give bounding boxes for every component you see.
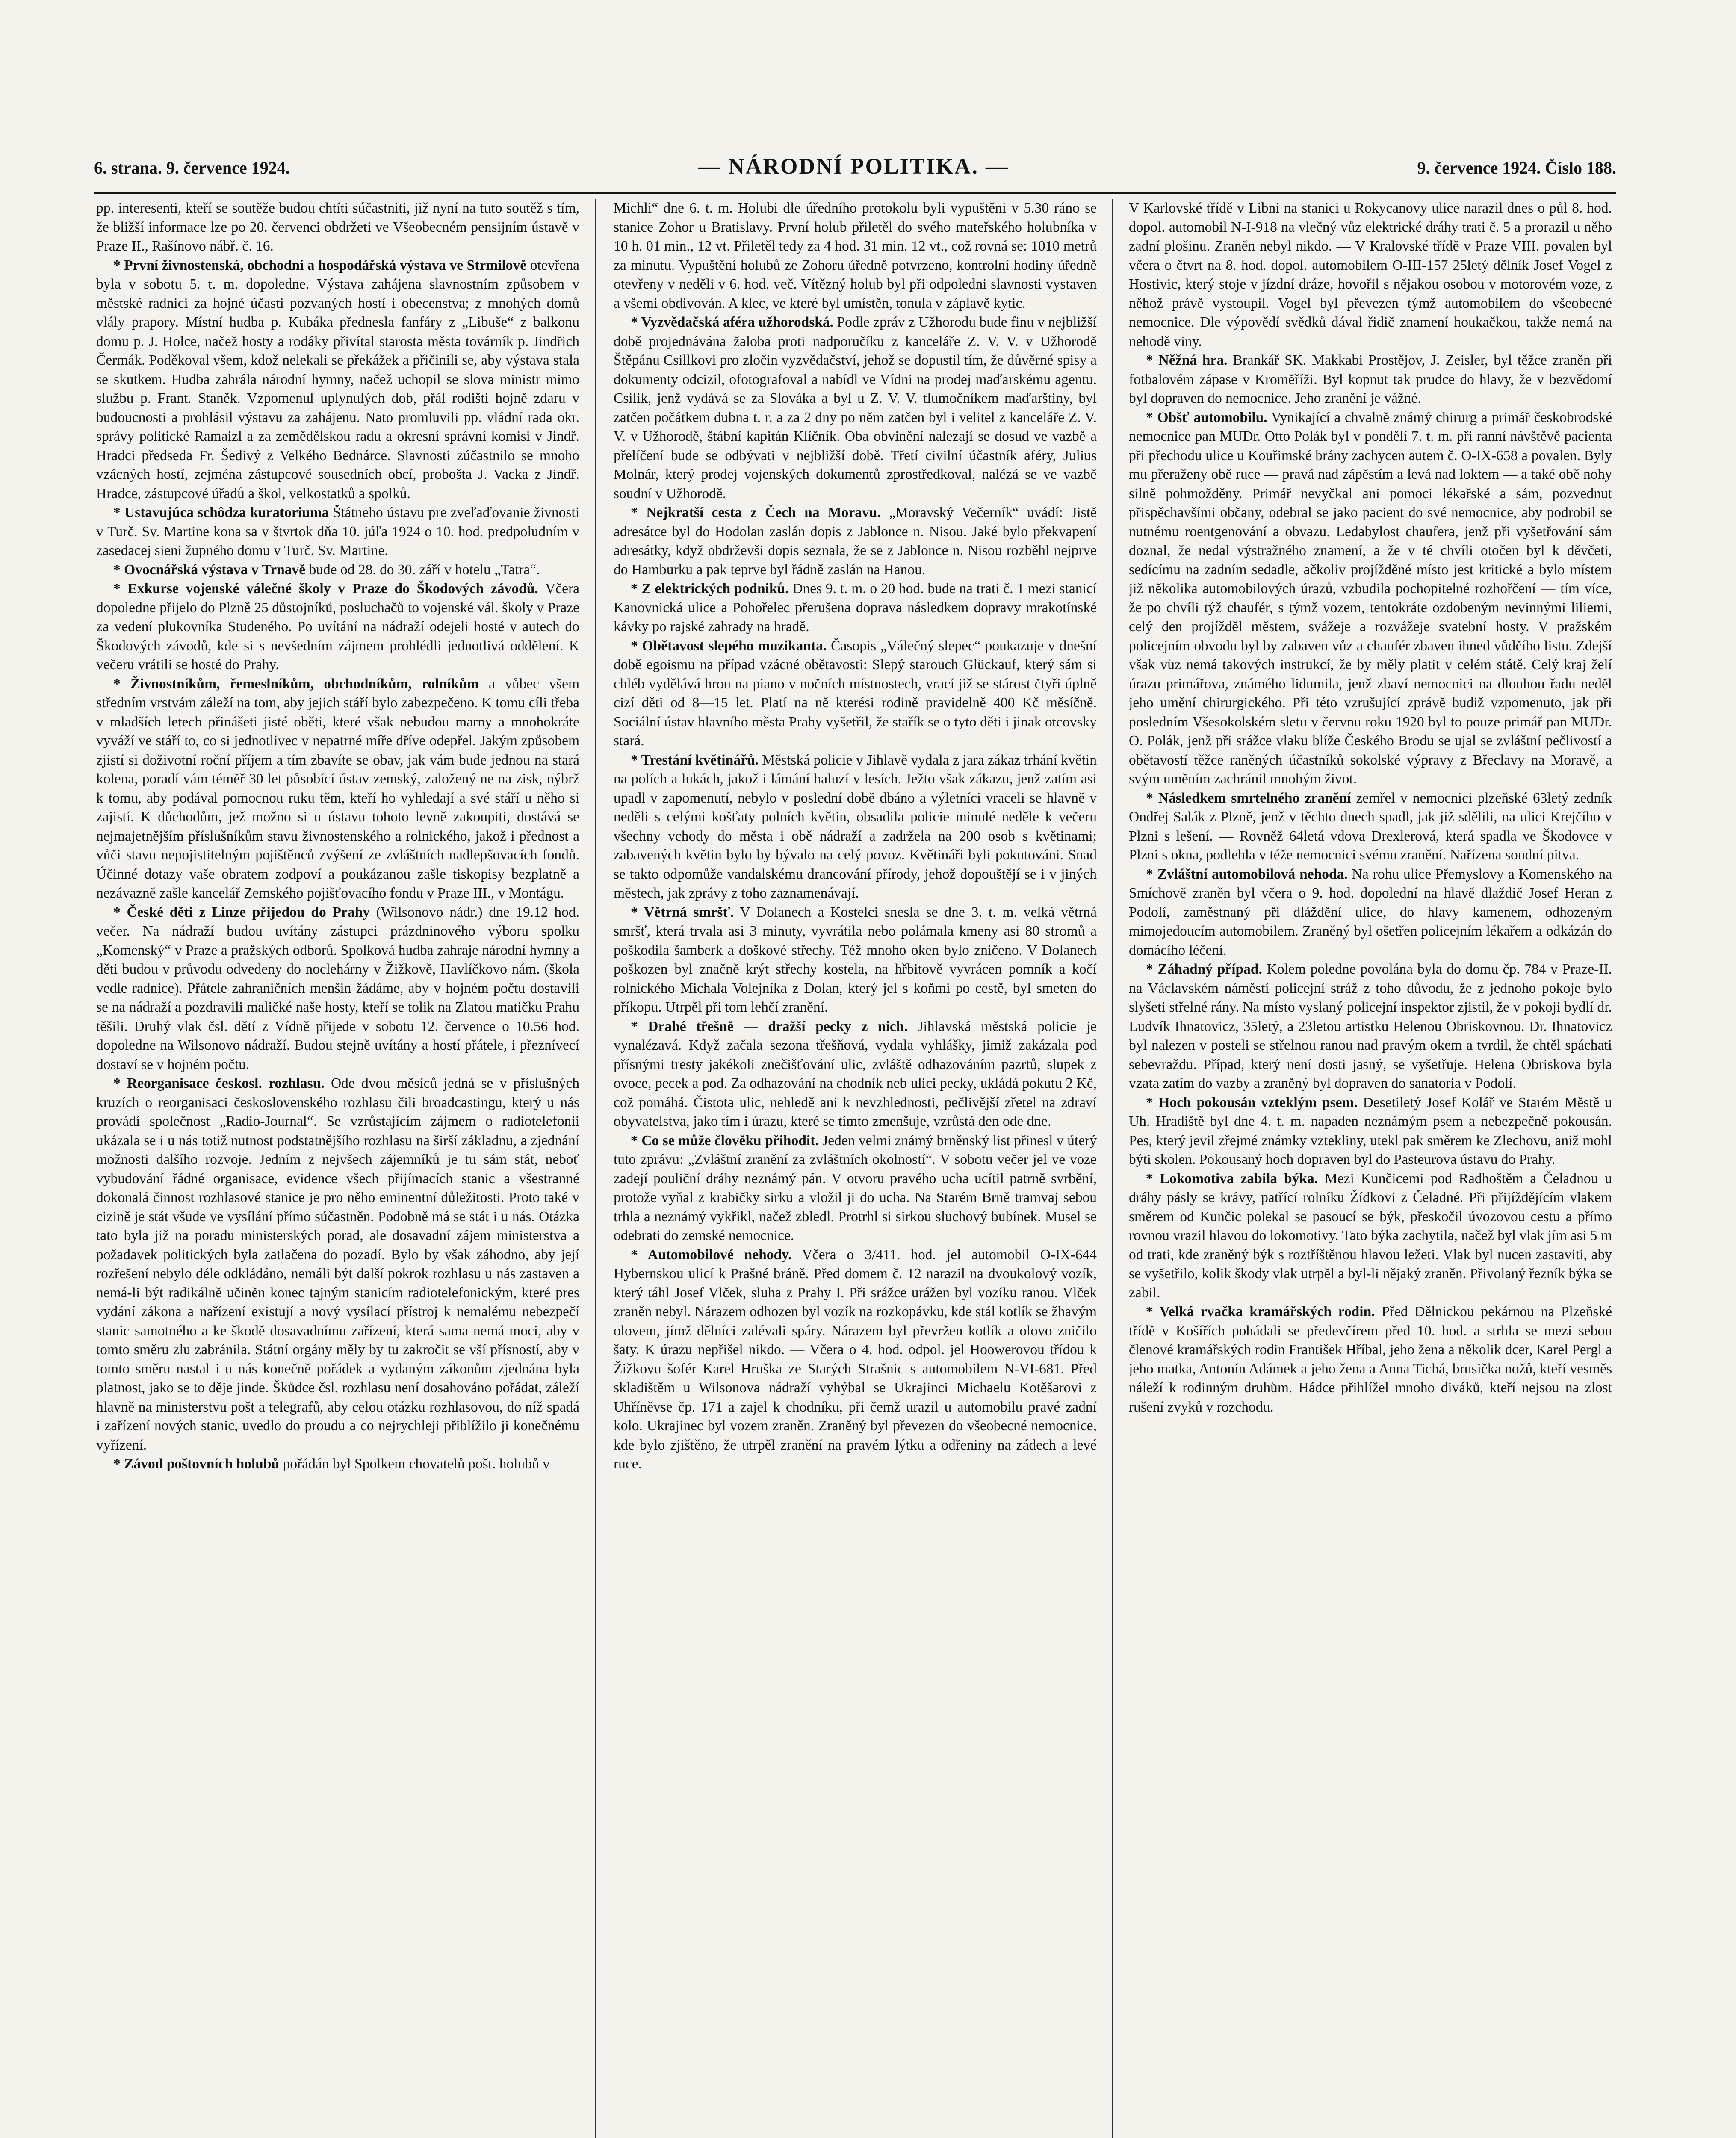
article-text: „Moravský Večerník“ uvádí: Jistě adresátce byl do Hodolan zaslán dopis z Jablonce n. Nisou. Jaké bylo překvapení adresátky, když obdrževši dopis seznala, že se z Jablonce n. Nisou rozběhl nejprve do Hamburku a pak teprve byl řádně zaslán na Hanou. [614, 505, 1097, 578]
article-text: Jeden velmi známý brněnský list přinesl v úterý tuto zprávu: „Zvláštní zranění za zvláštních okolností“. V sobotu večer jel ve voze zadejí pouliční dráhy neznámý pán. V otvoru pravého ucha ucítil patrně svrbění, protože vyňal z krabičky sirku a vložil ji do ucha. Na Starém Brně tramvaj sebou trhla a neznámý vykřikl, načež zbledl. Protrhl si sirkou sluchový bubínek. Musel se odebrati do zemské nemocnice. [614, 1132, 1097, 1243]
article-paragraph [614, 199, 1097, 313]
header-right: 9. července 1924. Číslo 188. [1417, 158, 1616, 177]
article-paragraph [614, 1131, 1097, 1246]
article-text: Před Dělnickou pekárnou na Plzeňské třídě v Košířích pohádali se předevčírem před 10. hod. a strhla se mezi sebou členové kramářských rodin František Hříbal, jeho žena a několik dcer, Karel Pergl a jeho matka, Antonín Adámek a jeho žena a Anna Tichá, brusička nožů, kteří vesměs náleží k rodinným druhům. Hádce přihlížel mnoho diváků, kteří nejsou na zlost rušení zvyků v rozchodu. [1129, 1304, 1612, 1415]
article-paragraph [1129, 960, 1612, 1093]
article-heading: * Nejkratší cesta z Čech na Moravu. [631, 505, 881, 520]
article-paragraph [96, 675, 579, 903]
article-heading: * Závod poštovních holubů [113, 1456, 280, 1472]
article-heading: * Reorganisace českosl. rozhlasu. [113, 1075, 325, 1091]
article-text: Dnes 9. t. m. o 20 hod. bude na trati č. 1 mezi stanicí Kanovnická ulice a Pohořelec přerušena doprava následkem dopravy mrakotínské kávky po rajské zahrady na hradě. [614, 581, 1097, 635]
article-heading: * Ustavujúca schôdza kuratoriuma [113, 505, 329, 520]
article-text: V Karlovské třídě v Libni na stanici u Rokycanovy ulice narazil dnes o půl 8. hod. dopol. automobil N-I-918 na vlečný vůz elektrické dráhy trati č. 5 a prorazil u něho zadní plošinu. Zraněn nebyl nikdo. — V Kralovské třídě v Praze VIII. povalen byl včera o čtvrt na 8. hod. dopol. automobilem O-III-157 25letý dělník Josef Vogel z Hostivic, který stoje v jízdní dráze, hovořil s nějakou osobou v motorovém voze, z něhož právě vystoupil. Vogel byl převezen týmž automobilem do všeobecné nemocnice. Dle výpovědí svědků dával řidič znamení houkačkou, takže nemá na nehodě viny. [1129, 200, 1612, 349]
article-paragraph [614, 1017, 1097, 1131]
article-paragraph [96, 503, 579, 561]
article-text: a vůbec všem středním vrstvám záleží na tom, aby jejich stáří bylo zabezpečeno. K tomu cíli třeba v mladších letech přinášeti jisté oběti, které však nebudou marny a mnohokráte vyváží ve stáří to, co si jednotlivec v nepatrné míře dříve odepřel. Jakým způsobem zjistí si doživotní roční příjem a tím zbavíte se obav, jak vám bude jednou na stará kolena, poradí vám téměř 30 let působící ústav zemský, založený ne na zisk, nýbrž k tomu, aby podával pomocnou ruku těm, kteří ho vyhledají a své stáří u něho si zajistí. K důchodům, jež možno si u ústavu tohoto levně zakoupiti, dostává se nejmajetnějším příslušníkům stavu živnostenského a rolnického, jakož i přednost a vůči stavu nepojistitelným pojištěnců zvýšení ze zvláštních nadlepšovacích fondů. Účinné dotazy vaše obratem zodpoví a poukázanou zašle tiskopisy bezplatně a nezávazně zašle kancelář Zemského pojišťovacího fondu v Praze III., v Montágu. [96, 676, 579, 901]
article-heading: * Obětavost slepého muzikanta. [631, 638, 827, 654]
article-text: pořádán byl Spolkem chovatelů pošt. holubů v [283, 1456, 550, 1472]
article-heading: * Záhadný případ. [1146, 961, 1262, 977]
article-heading: * Exkurse vojenské válečné školy v Praze do Škodových závodů. [113, 581, 538, 597]
article-paragraph [96, 1074, 579, 1455]
article-heading: * Hoch pokousán vzteklým psem. [1146, 1094, 1358, 1110]
article-text: Ode dvou měsíců jedná se v příslušných kruzích o reorganisaci československého rozhlasu čili broadcastingu, který u nás provádí společnost „Radio-Journal“. Se vzrůstajícím zájmem o radiotelefonii ukázala se i u nás totiž nutnost podstatnějšího rozhlasu na širší základnu, a zjednání možnosti dalšího rozvoje. Jedním z nejvšech zájemníků je tu sám stát, neboť vybudování řádné organisace, evidence všech přijímacích stanic a všestranné dokonalá činnost rozhlasové stanice je pro něho eminentní důležitosti. Proto také v cizině je stát všude ve vysílání přímo súčastněn. Podobně má se stát i u nás. Otázka tato byla již na poradu ministerských porad, ale dosavadní zájem ministerstva a požadavek politických byla zatlačena do pozadí. Bylo by však záhodno, aby její rozřešení nebylo déle odkládáno, nemáli být další pokrok rozhlasu u nás zastaven a nemá-li být radikálně učiněn konec tajným stanicím radiotelefonickým, které pres vydání zákona a nařízení existují a nový vysílací přístroj k nemalému nebezpečí stanic samotného a ke škodě dosavadnímu zařízení, která sama nemá moci, aby v tomto směru zlu zabránila. Státní orgány měly by tu zakročit se vší přísností, aby v tomto směru nastal i u nás konečně pořádek a vydaným zákonům zjednána byla platnost, jako se to děje jinde. Škůdce čsl. rozhlasu není dosahováno pořádat, záleží hlavně na ministerstvu pošt a telegrafů, aby celou otázku rozhlasovou, do níž spadá i zařízení nových stanic, uvedlo do proudu a co nejrychleji přiblížilo ji konečnému vyřízení. [96, 1075, 579, 1453]
article-paragraph [614, 1246, 1097, 1474]
article-paragraph [96, 579, 579, 675]
article-paragraph [1129, 789, 1612, 865]
article-text: pp. interesenti, kteří se soutěže budou chtíti súčastniti, již nyní na tuto soutěž s tím, že bližší informace lze po 20. červenci obdržeti ve Všeobecném pensijním ústavě v Praze II., Rašínovo nábř. č. 16. [96, 200, 579, 254]
masthead: — NÁRODNÍ POLITIKA. — [698, 154, 1009, 179]
article-heading: * První živnostenská, obchodní a hospodářská výstava ve Strmilově [113, 257, 527, 273]
article-text: Na rohu ulice Přemyslovy a Komenského na Smíchově zraněn byl včera o 9. hod. dopolední na hlavě dlaždič Josef Heran z Podolí, zaměstnaný při dláždění ulice, do hlavy kamenem, odhozeným mimojedoucím automobilem. Zraněný byl ošetřen policejním lékařem a odkázán do domácího léčení. [1129, 866, 1612, 958]
article-heading: * Něžná hra. [1146, 352, 1228, 368]
header-left: 6. strana. 9. července 1924. [94, 158, 290, 177]
article-paragraph [614, 579, 1097, 637]
article-paragraph [1129, 1093, 1612, 1169]
article-paragraph [96, 256, 579, 504]
article-paragraph [1129, 1169, 1612, 1303]
article-heading: * Velká rvačka kramářských rodin. [1146, 1304, 1375, 1320]
article-text: Městská policie v Jihlavě vydala z jara zákaz trhání květin na polích a lukách, jakož i lámání haluzí v lesích. Ježto však zákazu, jenž zatím asi upadl v zapomenutí, nebylo v poslední době dbáno a výletníci vraceli se hlavně v neděli s celými košťaty polních květin, obsadila policie minulé neděle k večeru všechny vchody do města i obě nádraží a zadržela na 200 osob s květinami; zabavených květin bylo by bývalo na celý povoz. Květináři byli pokutováni. Snad se takto odpomůže vandalskému drancování přírody, jehož dopouštějí se i v jiných městech, jak zprávy z toho zaznamenávají. [614, 752, 1097, 901]
column-3 [1129, 199, 1612, 2138]
column-divider [595, 199, 596, 2138]
article-paragraph [1129, 865, 1612, 960]
article-heading: * Vyzvědačská aféra užhorodská. [631, 314, 834, 330]
article-text: Včera o 3/411. hod. jel automobil O-IX-644 Hybernskou ulicí k Prašné bráně. Před domem č. 12 narazil na dvoukolový vozík, který táhl Josef Vlček, sluha z Prahy I. Při srážce urážen byl vozíku ranou. Vlček zraněn nebyl. Nárazem odhozen byl vozík na rozkopávku, kde stál kotlík se žhavým olovem, jímž dělníci zalévali spáry. Nárazem byl převržen kotlík a olovo zničilo šaty. K úrazu nepřišel nikdo. — Včera o 4. hod. odpol. jel Hoowerovou třídou k Žižkovu šofér Karel Hruška ze Starých Strašnic s automobilem N-VI-681. Před skladištěm u Wilsonova nádraží vyhýbal se Ukrajinci Michaelu Kotěšarovi z Uhříněvse čp. 171 a zajel k chodníku, při čemž urazil u automobilu pravé zadní kolo. Ukrajinec byl vozem zraněn. Zraněný byl převezen do všeobecné nemocnice, kde bylo zjištěno, že utrpěl zranění na pravém lýtku a odřeniny na zádech a levé ruce. — [614, 1246, 1097, 1472]
article-heading: * Zvláštní automobilová nehoda. [1146, 866, 1348, 882]
article-paragraph [614, 903, 1097, 1017]
article-heading: * Lokomotiva zabila býka. [1146, 1170, 1318, 1187]
column-divider [1112, 199, 1113, 2138]
article-text: V Dolanech a Kostelci snesla se dne 3. t. m. velká větrná smršť, která trvala asi 3 minuty, vyvrátila nebo polámala kmeny asi 80 stromů a poškodila šamberk a doškové střechy. Též mnoho oken bylo zničeno. V Dolanech poškozen byl značně krýt střechy kostela, na hřbitově vyvrácen pomník a kočí rolnického Michala Volejníka z Dolan, který jel s koňmi po cestě, byl smeten do příkopu. Utrpěl při tom lehčí zranění. [614, 904, 1097, 1015]
article-heading: * Větrná smršť. [631, 904, 734, 920]
article-paragraph [1129, 351, 1612, 408]
article-heading: * Z elektrických podniků. [631, 581, 789, 597]
article-text: bude od 28. do 30. září v hotelu „Tatra“. [309, 561, 540, 578]
article-paragraph [96, 1455, 579, 1474]
article-paragraph [614, 313, 1097, 503]
article-paragraph [614, 503, 1097, 579]
article-text: Brankář SK. Makkabi Prostějov, J. Zeisler, byl těžce zraněn při fotbalovém zápase v Kroměříži. Byl kopnut tak prudce do hlavy, že v bezvědomí byl dopraven do nemocnice. Jeho zranění je vážné. [1129, 352, 1612, 406]
article-text: Michli“ dne 6. t. m. Holubi dle úředního protokolu byli vypuštěni v 5.30 ráno se stanice Zohor u Bratislavy. První holub přiletěl do svého mateřského holubníka v 10 h. 01 min., 12 vt. Přiletěl tedy za 4 hod. 31 min. 12 vt., což rovná se: 1010 metrů za minutu. Vypuštění holubů ze Zohoru úředně potvrzeno, kontrolní hodiny úředně otevřeny v neděli v 6. hod. več. Vítězný holub byl při odpoledni slavnosti vystaven a všemi obdivován. A klec, ve které byl umístěn, tonula v záplavě kytic. [614, 200, 1097, 311]
article-heading: * Následkem smrtelného zranění [1146, 790, 1351, 806]
article-paragraph [96, 903, 579, 1075]
article-heading: * České děti z Linze přijedou do Prahy [113, 904, 370, 920]
article-text: Mezi Kunčicemi pod Radhoštěm a Čeladnou u dráhy pásly se krávy, patřící rolníku Žídkovi z Čeladné. Při přijíždějícím vlakem směrem od Kunčic polekal se pasoucí se býk, přeskočil úvozovou cestu a přímo rovnou vrazil hlavou do lokomotivy. Tato býka zachytila, načež byl vlak jím asi 5 m od trati, kde zraněný býk s roztříštěnou hlavou ležeti. Vlak byl nucen zastaviti, aby se vyšetřilo, kolik škody vlak utrpěl a byl-li nějaký zraněn. Přivolaný řezník býka se zabil. [1129, 1170, 1612, 1301]
article-paragraph [1129, 1302, 1612, 1417]
article-text: otevřena byla v sobotu 5. t. m. dopoledne. Výstava zahájena slavnostním způsobem v městské radnici za hojné účasti pozvaných hostí i obecenstva; z mnohých domů vlály prapory. Místní hudba p. Kubáka přednesla fanfáry z „Libuše“ z balkonu domu p. J. Holce, načež hosty a rodáky přivítal starosta města továrník p. Jindřich Čermák. Poděkoval všem, kdož nelekali se překážek a přičinili se, aby výstava stala se skutkem. Hudba zahrála národní hymny, načež uchopil se slova ministr mimo službu p. Frant. Staněk. Vzpomenul uplynulých dob, přál rodišti hojně zdaru v budoucnosti a prohlásil výstavu za zahájenu. Nato promluvili pp. vládní rada okr. správy politické Ramaizl a za zemědělskou radu a okresní správní komisi v Jindř. Hradci předseda Fr. Šedivý z Velkého Bednárce. Slavnosti zúčastnilo se mnoho vzácných hostí, zejména zástupcové sousedních obcí, proboštа J. Vacka z Jindř. Hradce, zástupcové úřadů a škol, velkostatků a spolků. [96, 257, 579, 502]
article-heading: * Živnostníkům, řemeslníkům, obchodníkům, rolníkům [113, 676, 479, 692]
header-rule [94, 192, 1616, 194]
article-text: Desetiletý Josef Kolář ve Starém Městě u Uh. Hradiště byl dne 4. t. m. napaden neznámým psem a nebezpečně pokousán. Pes, který jevil zřejmé známky vztekliny, utekl pak směrem ke Zlechovu, aniž mohl býti skolen. Pokousaný hoch dopraven byl do Pasteurova ústavu do Prahy. [1129, 1094, 1612, 1167]
article-paragraph [614, 637, 1097, 751]
article-paragraph [1129, 408, 1612, 789]
article-heading: * Co se může člověku přihodit. [631, 1132, 819, 1149]
article-text: Včera dopoledne přijelo do Plzně 25 důstojníků, posluchačů to vojenské vál. školy v Praze za vedení plukovníka Studeného. Po uvítání na nádraží odejeli hosté v autech do Škodových závodů, kde si s nevšedním zájmem prohlédli jednotlivá oddělení. K večeru vrátili se hosté do Prahy. [96, 581, 579, 673]
article-heading: * Trestání květinářů. [631, 752, 759, 768]
column-2 [614, 199, 1097, 2138]
article-heading: * Drahé třešně — dražší pecky z nich. [631, 1018, 908, 1034]
article-text: Vynikající a chvalně známý chirurg a primář českobrodské nemocnice pan MUDr. Otto Polák byl v pondělí 7. t. m. při ranní návštěvě pacienta při přechodu ulice u Kouřimské brány zachycen autem č. O-IX-658 a povalen. Byly mu přeraženy obě ruce — pravá nad zápěstím a levá nad loktem — a také obě nohy silně pohmožděny. Primář nevyčkal ani pomoci lékařské a sám, pozvednut přispěchavšími občany, odebral se jako pacient do své nemocnice, aby podrobil se nutnému roentgenování a obvazu. Ledabylost chaufera, jenž při vyšetřování sám doznal, že nedal výstražného znamení, a že v té chvíli otočen byl k děvčeti, sedícímu na zadním sedadle, ačkoliv projížděné místo jest kritické a bylo místem již několika automobilových úrazů, vzbudila pochopitelné rozhořčení — tím více, že po chvíli týž chaufér, s týmž vozem, tentokráte ozdobeným nevinnými liliemi, celý den projížděl městem, svážeje a rozvážeje svatební hosty. V pražském policejním obvodu byl by zabaven vůz a chaufér zbaven ihned vůdčího listu. Zdejší však vůz nemá takových instrukcí, že by měly platit v celém státě. Celý kraj želí úrazu primářova, známého lidumila, jenž zbaví nemocnici na dlouhou řadu neděl jeho umění chirurgického. Při této vzrušující zprávě budiž vzpomenuto, jak při posledním Všesokolském sletu v červnu roku 1920 byl to pouze primář pan MUDr. O. Polák, jenž při srážce vlaku blíže Českého Brodu se ujal se zvláštní pečlivostí a obětavostí těžce raněných účastníků sokolské výpravy z Břeclavy na Moravě, a svým uměním zachránil mnohým život. [1129, 409, 1612, 787]
article-text: Podle zpráv z Užhorodu bude finu v nejbližší době projednávána žaloba proti nadporučíku z kanceláře Z. V. V. v Užhorodě Štěpánu Csillkovi pro zločin vyzvědačství, jehož se dopustil tím, že důvěrné spisy a dokumenty odcizil, ofotografoval a nabídl ve Vídni na prodej maďarskému agentu. Csilik, jenž vydává se za Slováka a byl u Z. V. V. tlumočníkem maďarštiny, byl zatčen počátkem dubna t. r. a za 2 dny po něm zatčen byl i velitel z kanceláře Z. V. V. v Užhorodě, štábní kapitán Klíčník. Oba obvinění nalezají se dosud ve vazbě a přelíčení bude se odbývati v nejbližší době. Třetí civilní účastník aféry, Julius Molnár, který prodej vojenských dokumentů zprostředkoval, nalézá se ve vazbě soudní v Užhorodě. [614, 314, 1097, 502]
article-text: Jihlavská městská policie je vynalézavá. Když začala sezona třešňová, vydala vyhlášky, jimiž zakázala pod přísnými tresty jakékoli znečišťování ulic, zvláště odhazováním pazrtů, slupek z ovoce, pecek a pod. Za odhazování na chodník neb ulici pecky, ukládá pokutu 2 Kč, což pomáhá. Čistota ulic, nehledě ani k nevzhlednosti, pečlivější zřetel na zdraví obyvatelstva, jako tím i úrazu, které se tímto zmenšuje, vzrůstá den ode dne. [614, 1018, 1097, 1129]
article-paragraph [96, 199, 579, 256]
article-text: Štátneho ústavu pre zveľaďovanie živnosti v Turč. Sv. Martine kona sa v štvrtok dňa 10. júľa 1924 o 10. hod. predpoludním v zasedacej sieni župného domu v Turč. Sv. Martine. [96, 505, 579, 558]
article-heading: * Obšť automobilu. [1146, 409, 1267, 425]
article-heading: * Ovocnářská výstava v Trnavě [113, 561, 306, 578]
column-1 [96, 199, 579, 2138]
article-paragraph [614, 751, 1097, 903]
article-heading: * Automobilové nehody. [631, 1246, 792, 1263]
article-paragraph [96, 561, 579, 580]
article-text: zemřel v nemocnici plzeňské 63letý zedník Ondřej Salák z Plzně, jenž v těchto dnech spadl, jak již sdělili, na ulici Krejčího v Plzni s lešení. — Rovněž 64letá vdova Drexlerová, která spadla ve Škodovce v Plzni s okna, podlehla v téže nemocnici svému zranění. Nařízena soudní pitva. [1129, 790, 1612, 863]
page-header [94, 154, 1616, 188]
article-paragraph [1129, 199, 1612, 351]
article-text: Kolem poledne povolána byla do domu čp. 784 v Praze-II. na Václavském náměstí policejní stráž z toho důvodu, že z jednoho pokoje bylo slyšeti střelné rány. Na místo vyslaný policejní inspektor zjistil, že v pokoji bydlí dr. Ludvík Ihnatovicz, 35letý, a 23letou artistku Helenou Obriskovnou. Dr. Ihnatovicz byl nalezen v posteli se střelnou ranou nad pravým okem a tvrdil, že chtěl spáchati sebevraždu. Případ, který není dosti jasný, se vyšetřuje. Helena Obriskova byla vzata zatím do vazby a zraněný byl dopraven do sanatoria v Podolí. [1129, 961, 1612, 1091]
article-text: Časopis „Válečný slepec“ poukazuje v dnešní době egoismu na případ vzácné obětavosti: Slepý starouch Glückauf, který sám si chléb vydělává hrou na piano v nočních místnostech, vrací již se stárost čtyři úplně cizí děti od 8—15 let. Platí na ně kterési rodině pravidelně 400 Kč měsíčně. Sociální ústav hlavního města Prahy vyšetřil, že stařík se o tyto děti i jinak otcovsky stará. [614, 638, 1097, 749]
article-text: (Wilsonovo nádr.) dne 19.12 hod. večer. Na nádraží budou uvítány zástupci prázdninového výboru spolku „Komenský“ v Praze a pražských odborů. Spolková hudba zahraje národní hymny a děti budou v průvodu odvedeny do noclehárny v Žižkově, Havlíčkovo nám. (škola vedle radnice). Přátele zahraničních menšin žádáme, aby v hojném počtu dostavili se na nádraží a pozdravili maličké naše hosty, kteří se tolik na Zlatou matičku Prahu těšili. Druhý vlak čsl. dětí z Vídně přijede v sobotu 12. července o 10.56 hod. dopoledne na Wilsonovo nádraží. Budou stejně uvítány a hostí přátele, i přeznívecí dostaví se v hojném počtu. [96, 904, 579, 1072]
